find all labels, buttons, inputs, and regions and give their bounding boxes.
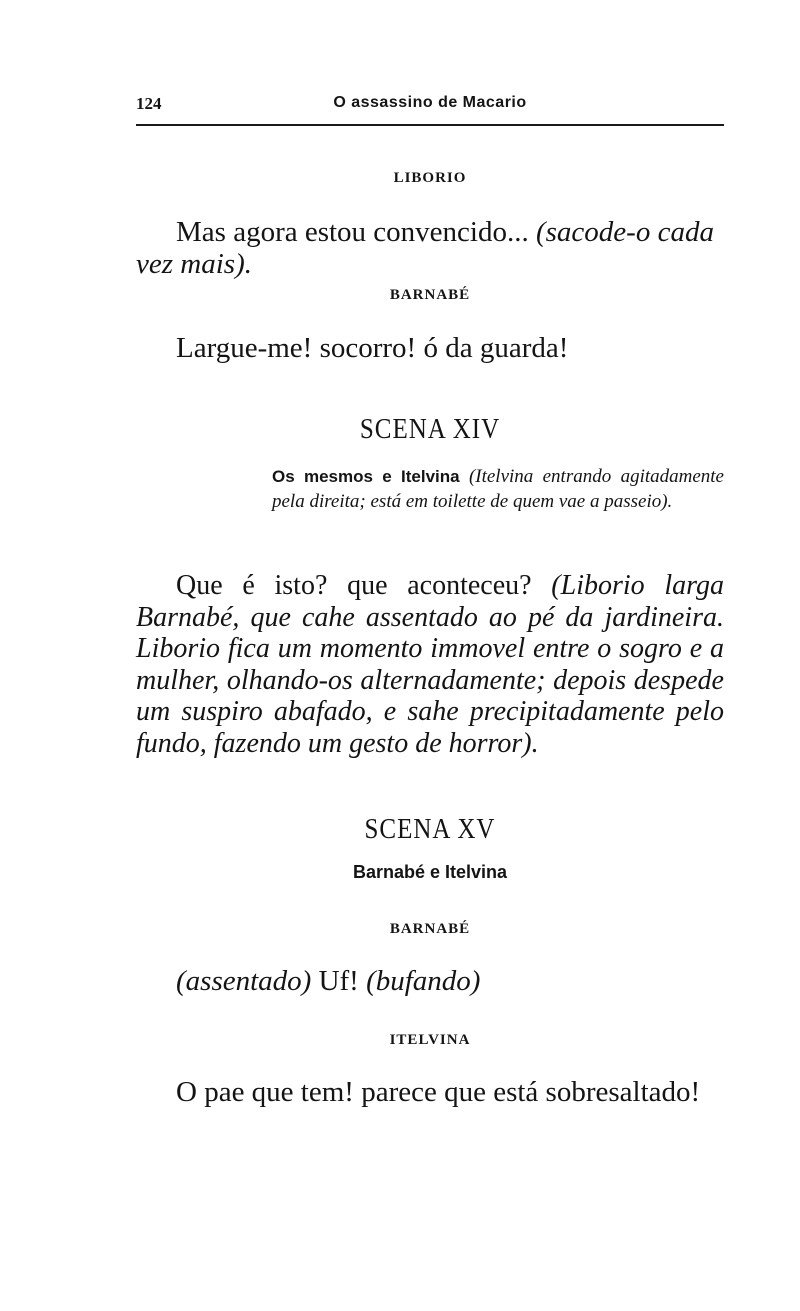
- scene-heading-xv: SCENA XV: [364, 814, 496, 845]
- scene-xiv-cast: [272, 464, 724, 514]
- speaker-liborio: LIBORIO: [393, 170, 467, 186]
- running-title: O assassino de Macario: [333, 94, 527, 111]
- page-number: 124: [136, 94, 162, 113]
- scene-xv-cast: Barnabé e Itelvina: [352, 862, 508, 882]
- line-itelvina-2: O pae que tem! parece que está sobresaltado!: [176, 1076, 701, 1108]
- scene-heading-xiv: SCENA XIV: [359, 414, 501, 445]
- line-barnabe: Largue-me! socorro! ó da guarda!: [176, 332, 569, 364]
- line-itelvina-text: Que é isto? que aconteceu?: [176, 570, 552, 601]
- stage-direction: (Itelvina entrando agitadamente pela direita; está em toilette de quem vae a passeio).: [272, 466, 724, 512]
- line-text: Uf!: [311, 965, 367, 997]
- line-barnabe-2: [136, 965, 724, 997]
- line-itelvina: [136, 570, 724, 759]
- stage-direction: (assentado): [176, 965, 312, 997]
- header-rule: [136, 124, 724, 126]
- stage-direction: (sacode-o cada vez mais).: [136, 216, 714, 280]
- stage-direction: (bufando): [366, 965, 481, 997]
- cast-list: Os mesmos e Itelvina: [272, 467, 460, 486]
- line-liborio: [136, 216, 724, 280]
- running-header: [136, 94, 724, 118]
- stage-direction: (Liborio larga Barnabé, que cahe assentado ao pé da jardineira. Liborio fica um momento immovel entre o sogro e a mulher, olhando-os alternadamente; depois despede um suspiro abafado, e sahe precipitadamente pelo fundo, fazendo um gesto de horror).: [136, 570, 724, 759]
- speaker-barnabe-2: BARNABÉ: [389, 921, 471, 937]
- line-liborio-text: Mas agora estou convencido...: [176, 216, 536, 248]
- speaker-barnabe: BARNABÉ: [389, 287, 471, 303]
- speaker-itelvina: ITELVINA: [389, 1032, 471, 1048]
